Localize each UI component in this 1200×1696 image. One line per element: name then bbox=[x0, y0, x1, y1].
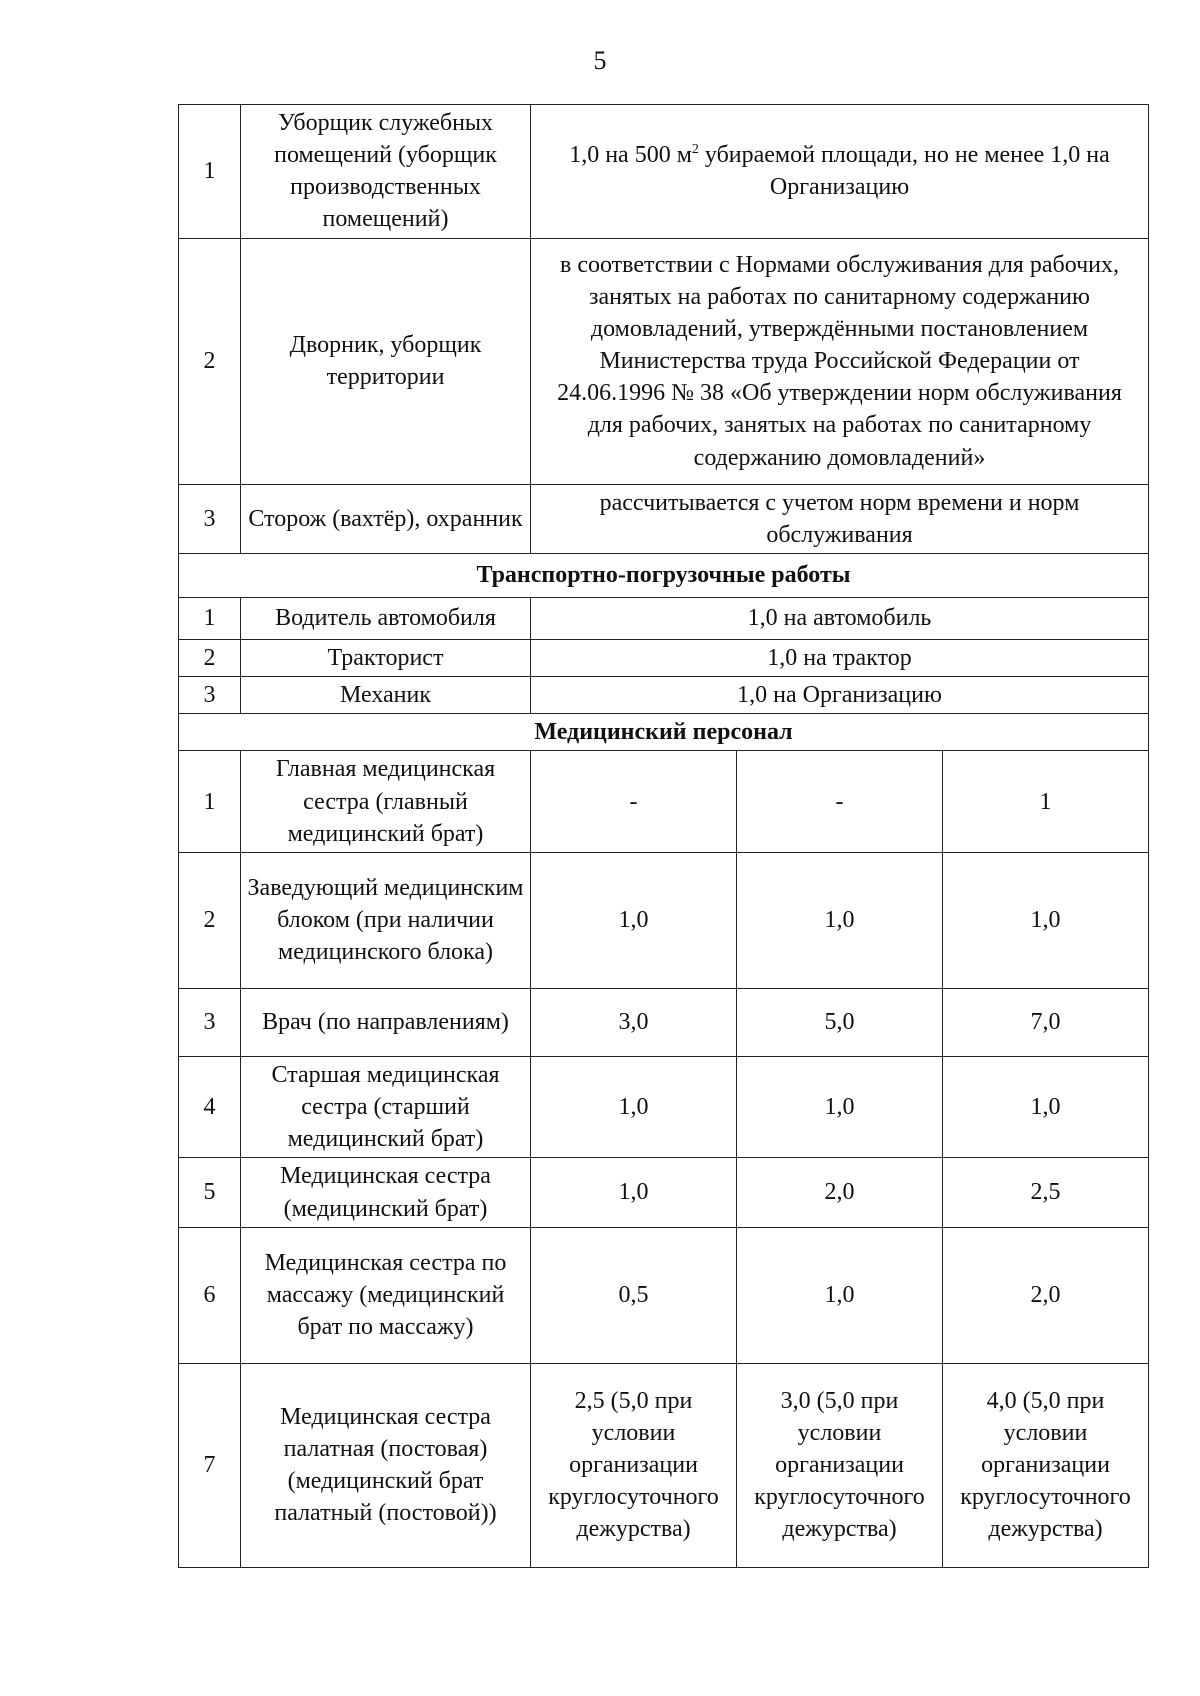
table-row bbox=[179, 105, 1149, 239]
table-row bbox=[179, 238, 1149, 484]
value-cell: 2,5 bbox=[943, 1158, 1149, 1227]
value-cell: 1,0 bbox=[531, 852, 737, 988]
position-name: Заведующий медицинским блоком (при наличии медицинского блока) bbox=[241, 852, 531, 988]
position-name: Сторож (вахтёр), охранник bbox=[241, 484, 531, 553]
value-cell: 0,5 bbox=[531, 1227, 737, 1363]
position-name: Врач (по направлениям) bbox=[241, 988, 531, 1056]
table-row bbox=[179, 484, 1149, 553]
table-row bbox=[179, 639, 1149, 676]
staffing-norm: рассчитывается с учетом норм времени и норм обслуживания bbox=[531, 484, 1149, 553]
row-number: 4 bbox=[179, 1056, 241, 1157]
table-row bbox=[179, 988, 1149, 1056]
position-name: Старшая медицинская сестра (старший медицинский брат) bbox=[241, 1056, 531, 1157]
position-name: Дворник, уборщик территории bbox=[241, 238, 531, 484]
position-name: Тракторист bbox=[241, 639, 531, 676]
value-cell: 4,0 (5,0 при условии организации круглосуточного дежурства) bbox=[943, 1363, 1149, 1567]
row-number: 2 bbox=[179, 852, 241, 988]
superscript: 2 bbox=[691, 142, 699, 158]
value-cell: 3,0 bbox=[531, 988, 737, 1056]
row-number: 1 bbox=[179, 105, 241, 239]
row-number: 3 bbox=[179, 484, 241, 553]
value-cell: 1,0 bbox=[531, 1158, 737, 1227]
value-cell: 1,0 bbox=[737, 1227, 943, 1363]
row-number: 2 bbox=[179, 238, 241, 484]
position-name: Медицинская сестра палатная (постовая) (медицинский брат палатный (постовой)) bbox=[241, 1363, 531, 1567]
table-row bbox=[179, 1158, 1149, 1227]
table-row bbox=[179, 1227, 1149, 1363]
position-name: Медицинская сестра (медицинский брат) bbox=[241, 1158, 531, 1227]
value-cell: 3,0 (5,0 при условии организации круглосуточного дежурства) bbox=[737, 1363, 943, 1567]
row-number: 6 bbox=[179, 1227, 241, 1363]
row-number: 1 bbox=[179, 751, 241, 852]
value-cell: - bbox=[531, 751, 737, 852]
row-number: 3 bbox=[179, 988, 241, 1056]
staffing-norm: 1,0 на 500 $м^2$ убираемой площади, но не менее 1,0 на Организацию bbox=[531, 105, 1149, 239]
row-number: 3 bbox=[179, 677, 241, 714]
position-name: Главная медицинская сестра (главный медицинский брат) bbox=[241, 751, 531, 852]
position-name: Водитель автомобиля bbox=[241, 597, 531, 639]
value-cell: 5,0 bbox=[737, 988, 943, 1056]
staffing-norm: 1,0 на Организацию bbox=[531, 677, 1149, 714]
table-row bbox=[179, 677, 1149, 714]
row-number: 7 bbox=[179, 1363, 241, 1567]
value-cell: 1 bbox=[943, 751, 1149, 852]
table-row bbox=[179, 1056, 1149, 1157]
value-cell: 1,0 bbox=[943, 852, 1149, 988]
section-title: Медицинский персонал bbox=[179, 714, 1149, 751]
row-number: 5 bbox=[179, 1158, 241, 1227]
table-row bbox=[179, 751, 1149, 852]
value-cell: 1,0 bbox=[737, 1056, 943, 1157]
value-cell: 1,0 bbox=[943, 1056, 1149, 1157]
section-header-row bbox=[179, 553, 1149, 597]
staffing-norm: в соответствии с Нормами обслуживания для рабочих, занятых на работах по санитарному содержанию домовладений, утверждёнными постановлением Министерства труда Российской Федерации от 24.06.1996 № 38 «Об утверждении норм обслуживания для рабочих, занятых на работах по санитарному содержанию домовладений» bbox=[531, 238, 1149, 484]
table-row bbox=[179, 1363, 1149, 1567]
staffing-norms-table bbox=[178, 104, 1149, 1568]
value-cell: 2,0 bbox=[737, 1158, 943, 1227]
position-name: Механик bbox=[241, 677, 531, 714]
value-cell: 1,0 bbox=[531, 1056, 737, 1157]
section-title: Транспортно-погрузочные работы bbox=[179, 553, 1149, 597]
row-number: 1 bbox=[179, 597, 241, 639]
staffing-norm: 1,0 на автомобиль bbox=[531, 597, 1149, 639]
staffing-norm: 1,0 на трактор bbox=[531, 639, 1149, 676]
table-row bbox=[179, 597, 1149, 639]
row-number: 2 bbox=[179, 639, 241, 676]
table-row bbox=[179, 852, 1149, 988]
value-cell: - bbox=[737, 751, 943, 852]
value-cell: 2,0 bbox=[943, 1227, 1149, 1363]
position-name: Медицинская сестра по массажу (медицинский брат по массажу) bbox=[241, 1227, 531, 1363]
value-cell: 1,0 bbox=[737, 852, 943, 988]
section-header-row bbox=[179, 714, 1149, 751]
position-name: Уборщик служебных помещений (уборщик производственных помещений) bbox=[241, 105, 531, 239]
value-cell: 2,5 (5,0 при условии организации круглосуточного дежурства) bbox=[531, 1363, 737, 1567]
page-number: 5 bbox=[593, 46, 607, 75]
value-cell: 7,0 bbox=[943, 988, 1149, 1056]
